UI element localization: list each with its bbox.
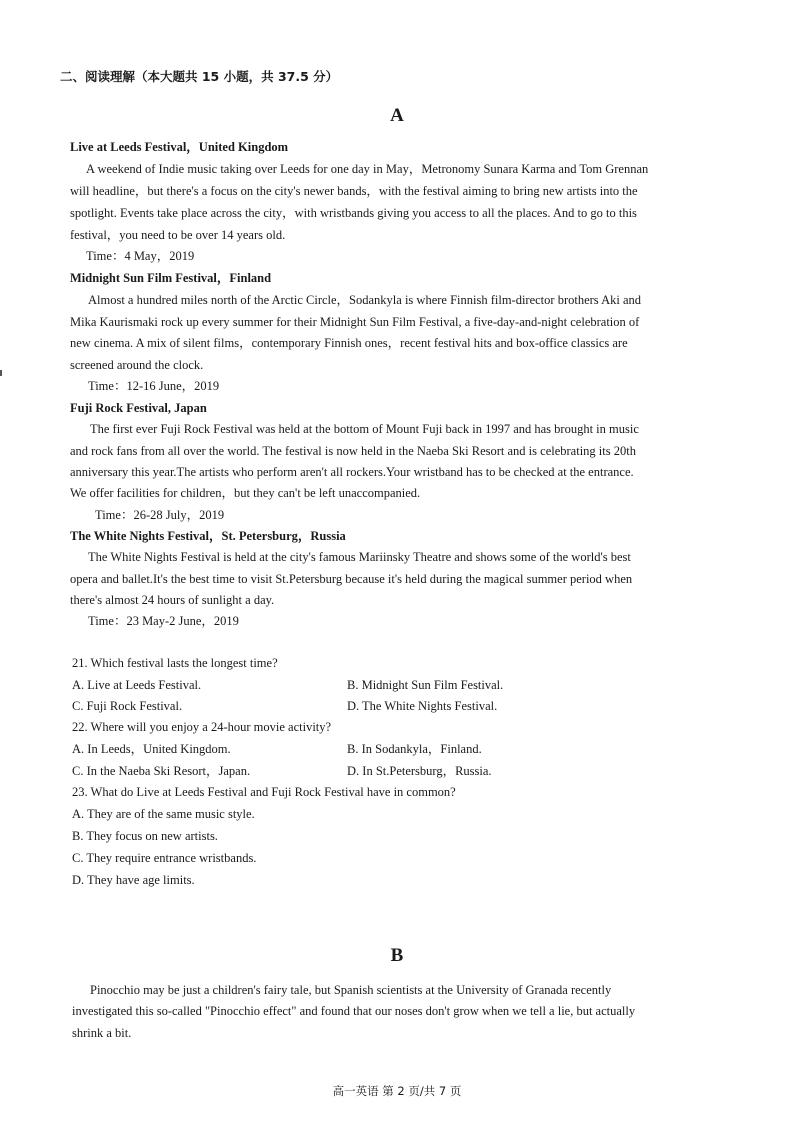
festival-white-nights-line: opera and ballet.It's the best time to visit St.Petersburg because it's held during the magical summer period when (70, 572, 633, 586)
festival-white-nights-time: Time：23 May-2 June，2019 (88, 614, 239, 628)
question-22-option-d: D. In St.Petersburg，Russia. (347, 764, 492, 778)
festival-midnight-line: Mika Kaurismaki rock up every summer for their Midnight Sun Film Festival, a five-day-and-night celebration of (70, 315, 640, 329)
question-21-option-c: C. Fuji Rock Festival. (72, 699, 183, 713)
festival-leeds-time: Time：4 May，2019 (86, 249, 195, 263)
passage-b-line: shrink a bit. (72, 1026, 132, 1040)
question-21-option-d: D. The White Nights Festival. (347, 699, 498, 713)
festival-fuji-line: We offer facilities for children，but they can't be left unaccompanied. (70, 486, 421, 500)
passage-b-letter: B (390, 945, 404, 966)
question-22-option-a: A. In Leeds，United Kingdom. (72, 742, 231, 756)
festival-title-white-nights: The White Nights Festival，St. Petersburg，Russia (70, 529, 346, 543)
festival-midnight-line: Almost a hundred miles north of the Arctic Circle，Sodankyla is where Finnish film-director brothers Aki and (88, 293, 642, 307)
festival-midnight-line: screened around the clock. (70, 358, 204, 372)
passage-a-letter: A (390, 105, 404, 126)
passage-b-line: investigated this so-called "Pinocchio effect" and found that our noses don't grow when we tell a lie, but actually (72, 1004, 636, 1018)
question-21-option-a: A. Live at Leeds Festival. (72, 678, 202, 692)
page-footer: 高一英语 第 2 页/共 7 页 (332, 1084, 462, 1098)
question-23-option-c: C. They require entrance wristbands. (72, 851, 257, 865)
festival-midnight-line: new cinema. A mix of silent films，contemporary Finnish ones，recent festival hits and box-office classics are (70, 336, 628, 350)
question-stem-23: 23. What do Live at Leeds Festival and Fuji Rock Festival have in common? (72, 785, 456, 799)
festival-leeds-line: A weekend of Indie music taking over Leeds for one day in May，Metronomy Sunara Karma and Tom Grennan (86, 162, 649, 176)
question-stem-21: 21. Which festival lasts the longest time? (72, 656, 278, 670)
question-23-option-d: D. They have age limits. (72, 873, 195, 887)
festival-title-fuji: Fuji Rock Festival, Japan (70, 401, 207, 415)
festival-fuji-line: The first ever Fuji Rock Festival was held at the bottom of Mount Fuji back in 1997 and has brought in music (90, 422, 639, 436)
question-stem-22: 22. Where will you enjoy a 24-hour movie activity? (72, 720, 332, 734)
festival-white-nights-line: there's almost 24 hours of sunlight a day. (70, 593, 275, 607)
festival-fuji-line: anniversary this year.The artists who perform aren't all rockers.Your wristband has to be checked at the entrance. (70, 465, 634, 479)
festival-leeds-line: festival，you need to be over 14 years old. (70, 228, 286, 242)
festival-leeds-line: will headline，but there's a focus on the city's newer bands，with the festival aiming to bring new artists into the (70, 184, 638, 198)
passage-b-line: Pinocchio may be just a children's fairy tale, but Spanish scientists at the University of Granada recently (90, 983, 612, 997)
section-header: 二、阅读理解（本大题共 15 小题，共 37.5 分） (60, 69, 339, 84)
festival-midnight-time: Time：12-16 June，2019 (88, 379, 220, 393)
festival-title-midnight-sun: Midnight Sun Film Festival，Finland (70, 271, 272, 285)
question-23-option-a: A. They are of the same music style. (72, 807, 255, 821)
scan-mark (0, 370, 2, 376)
festival-white-nights-line: The White Nights Festival is held at the city's famous Mariinsky Theatre and shows some of the world's best (88, 550, 631, 564)
festival-fuji-time: Time：26-28 July，2019 (95, 508, 225, 522)
festival-leeds-line: spotlight. Events take place across the city，with wristbands giving you access to all the places. And to go to this (70, 206, 637, 220)
festival-fuji-line: and rock fans from all over the world. The festival is now held in the Naeba Ski Resort and is celebrating its 20th (70, 444, 636, 458)
question-22-option-c: C. In the Naeba Ski Resort，Japan. (72, 764, 251, 778)
festival-title-leeds: Live at Leeds Festival，United Kingdom (70, 140, 289, 154)
question-23-option-b: B. They focus on new artists. (72, 829, 218, 843)
question-21-option-b: B. Midnight Sun Film Festival. (347, 678, 504, 692)
question-22-option-b: B. In Sodankyla，Finland. (347, 742, 482, 756)
